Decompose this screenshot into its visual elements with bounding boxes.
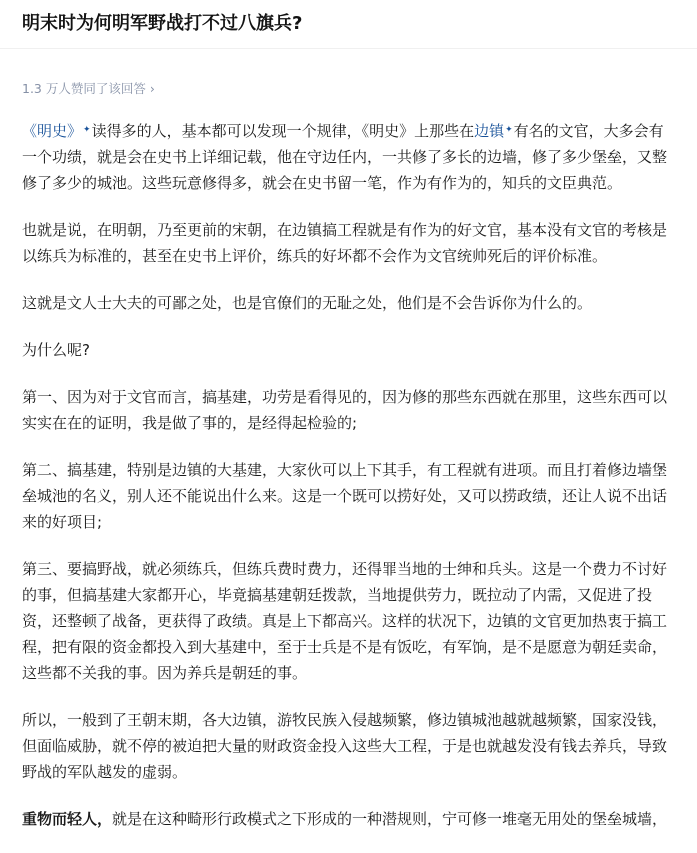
answer-content bbox=[22, 117, 672, 853]
bianzhen-link[interactable]: 边镇 bbox=[474, 122, 505, 140]
paragraph-5: 第一、因为对于文官而言，搞基建，功劳是看得见的，因为修的那些东西就在那里，这些东西可以实实在在的证明，我是做了事的，是经得起检验的; bbox=[22, 388, 668, 432]
paragraph-4: 为什么呢? bbox=[22, 341, 90, 359]
sparkle-icon: ✦ bbox=[505, 125, 513, 135]
header-divider bbox=[0, 48, 697, 49]
sparkle-icon: ✦ bbox=[83, 125, 91, 135]
paragraph-1-text-a: 读得多的人，基本都可以发现一个规律，《明史》上那些在 bbox=[91, 122, 475, 140]
mingshi-link[interactable]: 《明史》 bbox=[22, 122, 83, 140]
paragraph-3: 这就是文人士大夫的可鄙之处，也是官僚们的无耻之处，他们是不会告诉你为什么的。 bbox=[22, 294, 593, 312]
paragraph-2: 也就是说，在明朝，乃至更前的宋朝，在边镇搞工程就是有作为的好文官，基本没有文官的考核是以练兵为标准的，甚至在史书上评价，练兵的好坏都不会作为文官统帅死后的评价标准。 bbox=[22, 221, 668, 265]
paragraph-9 bbox=[22, 806, 672, 832]
paragraph-9-text: 就是在这种畸形行政模式之下形成的一种潜规则，宁可修一堆毫无用处的堡垒城墙， bbox=[112, 810, 668, 828]
upvote-count-text: 1.3 万人赞同了该回答 bbox=[22, 81, 146, 96]
paragraph-1 bbox=[22, 117, 672, 196]
chevron-right-icon: › bbox=[149, 81, 155, 96]
paragraph-9-bold: 重物而轻人， bbox=[22, 810, 113, 828]
paragraph-6: 第二、搞基建，特别是边镇的大基建，大家伙可以上下其手，有工程就有进项。而且打着修边墙堡垒城池的名义，别人还不能说出什么来。这是一个既可以捞好处，又可以捞政绩，还让人说不出话来的好项目; bbox=[22, 461, 668, 531]
paragraph-7: 第三、要搞野战，就必须练兵，但练兵费时费力，还得罪当地的士绅和兵头。这是一个费力不讨好的事，但搞基建大家都开心，毕竟搞基建朝廷拨款，当地提供劳力，既拉动了内需，又促进了投资，还整顿了战备，更获得了政绩。真是上下都高兴。这样的状况下，边镇的文官更加热衷于搞工程，把有限的资金都投入到大基建中，至于士兵是不是有饭吃，有军饷，是不是愿意为朝廷卖命，这些都不关我的事。因为养兵是朝廷的事。 bbox=[22, 560, 668, 682]
paragraph-8: 所以，一般到了王朝末期，各大边镇，游牧民族入侵越频繁，修边镇城池越就越频繁，国家没钱，但面临威胁，就不停的被迫把大量的财政资金投入这些大工程，于是也就越发没有钱去养兵，导致野战的军队越发的虚弱。 bbox=[22, 711, 668, 781]
question-title[interactable]: 明末时为何明军野战打不过八旗兵? bbox=[22, 13, 303, 34]
upvote-summary-link[interactable] bbox=[22, 79, 155, 97]
paragraph-1-text-b: 有名的文官，大多会有一个功绩，就是会在史书上详细记载，他在守边任内，一共修了多长的边墙，修了多少堡垒，又整修了多少的城池。这些玩意修得多，就会在史书留一笔，作为有作为的，知兵的文臣典范。 bbox=[22, 122, 668, 192]
